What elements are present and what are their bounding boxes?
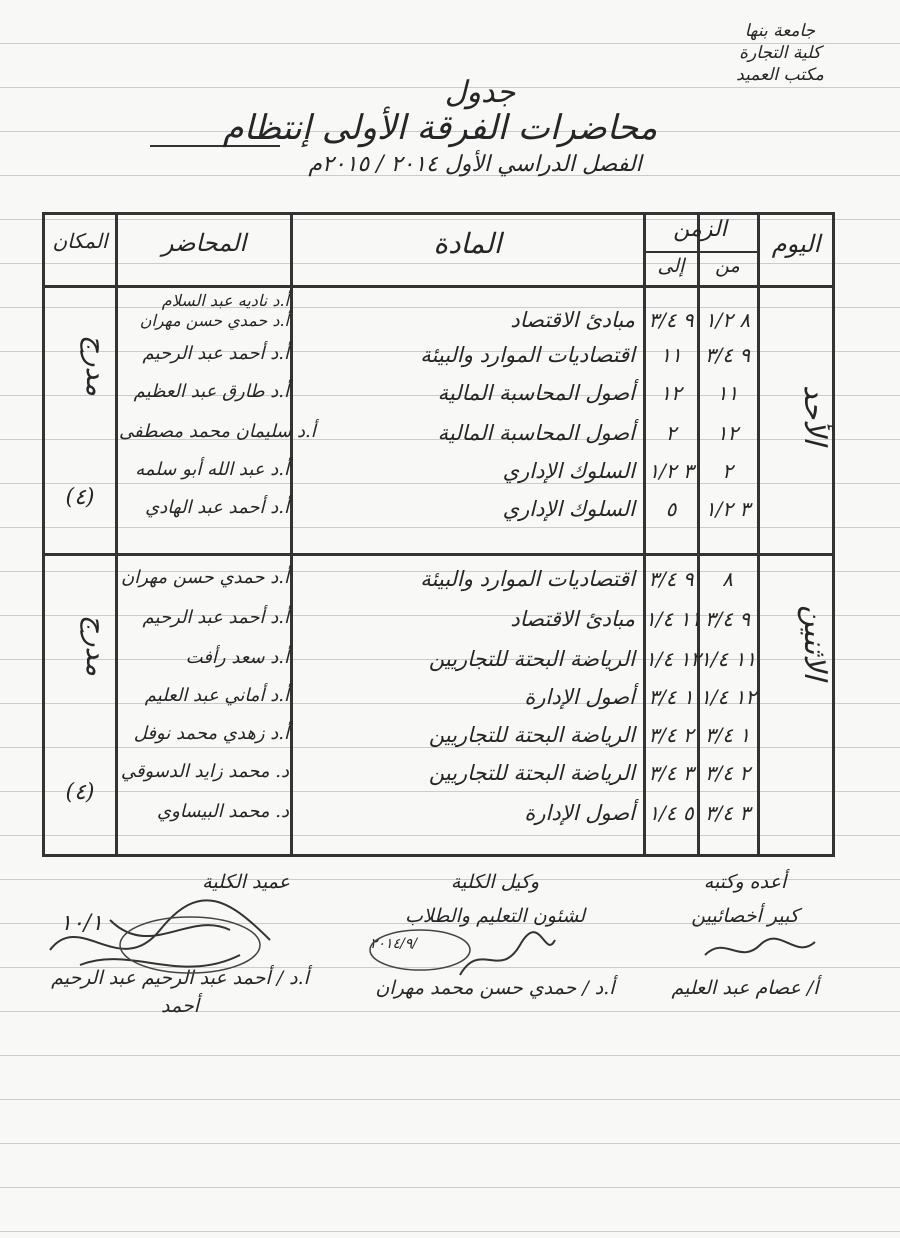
hall-number-monday: (٤) <box>65 780 95 805</box>
col-divider-lecturer <box>115 215 118 854</box>
institution-line-office: مكتب العميد <box>736 65 824 85</box>
time-from: ٣ ١/٢ <box>704 497 751 521</box>
col-divider-subject <box>290 215 293 854</box>
time-from: ١١ <box>716 381 739 405</box>
page-title: محاضرات الفرقة الأولى إنتظام <box>222 108 658 148</box>
subject: أصول الإدارة <box>524 685 635 709</box>
institution-line-university: جامعة بنها <box>744 21 816 41</box>
header-to: إلى <box>657 255 685 277</box>
time-to: ٥ <box>665 497 677 521</box>
time-to: ٣ ٣/٤ <box>648 761 694 785</box>
subject: الرياضة البحتة للتجاريين <box>428 723 635 747</box>
time-to: ٢ ٣/٤ <box>648 723 694 747</box>
subject: أصول الإدارة <box>524 801 635 825</box>
time-to: ١٢ <box>660 381 682 405</box>
time-from: ٨ ١/٢ <box>704 308 751 332</box>
hall-label-sunday: مدرج <box>80 335 113 397</box>
vice-dean-title: وكيل الكلية <box>450 871 540 893</box>
header-subject: المادة <box>433 227 502 260</box>
lecturer: أ.د أحمد عبد الرحيم <box>142 343 289 364</box>
header-time: الزمن <box>673 217 727 242</box>
col-divider-day <box>757 215 760 854</box>
time-subheader-divider <box>697 251 699 285</box>
time-from: ٣ ٣/٤ <box>704 801 751 825</box>
time-from: ٨ <box>722 567 733 591</box>
institution-header <box>700 20 860 86</box>
term-subtitle: الفصل الدراسي الأول ٢٠١٤ / ٢٠١٥م <box>308 152 642 177</box>
dean-signature-scribble <box>40 890 300 990</box>
subject: الرياضة البحتة للتجاريين <box>428 647 635 671</box>
time-to: ٩ ٣/٤ <box>648 567 694 591</box>
vice-dean-name: أ.د / حمدي حسن محمد مهران <box>375 977 615 999</box>
time-from: ١١ ١/٤ <box>700 647 757 671</box>
subject: أصول المحاسبة المالية <box>437 381 635 405</box>
time-to: ١ ٣/٤ <box>648 685 694 709</box>
time-from: ٢ <box>722 459 733 483</box>
dean-name: أ.د / أحمد عبد الرحيم عبد الرحيم أحمد <box>51 967 309 1017</box>
institution-line-faculty: كلية التجارة <box>739 43 821 63</box>
subject: مبادئ الاقتصاد <box>510 607 635 631</box>
time-from: ١ ٣/٤ <box>704 723 751 747</box>
prepared-by-signature-scribble <box>700 930 820 970</box>
time-to: ٣ ١/٢ <box>648 459 694 483</box>
lecturer: أ.د سليمان محمد مصطفى <box>119 421 316 442</box>
prepared-by-title: أعده وكتبه <box>703 871 787 893</box>
lecturer: أ.د حمدي حسن مهران <box>121 567 289 588</box>
subject: اقتصاديات الموارد والبيئة <box>420 343 635 367</box>
day-label-monday: الاثنين <box>797 605 832 680</box>
day-separator-line <box>45 553 832 556</box>
time-to: ١١ <box>660 343 682 367</box>
header-from: من <box>715 255 740 277</box>
time-to: ٩ ٣/٤ <box>648 308 694 332</box>
lecturer: أ.د زهدي محمد نوفل <box>133 723 289 744</box>
lecturer: أ.د أحمد عبد الرحيم <box>142 607 289 628</box>
header-bottom-line <box>45 285 832 288</box>
time-from: ١٢ ١/٤ <box>700 685 757 709</box>
time-to: ١١ ١/٤ <box>645 607 702 631</box>
time-from: ٩ ٣/٤ <box>704 607 751 631</box>
header-lecturer: المحاضر <box>161 229 247 257</box>
lecturer: أ.د ناديه عبد السلام أ.د حمدي حسن مهران <box>139 291 289 330</box>
subject: الرياضة البحتة للتجاريين <box>428 761 635 785</box>
subject: مبادئ الاقتصاد <box>510 308 635 332</box>
lecturer: د. محمد البيساوي <box>157 801 289 822</box>
time-to: ٢ <box>665 421 677 445</box>
time-subheader-line <box>643 251 757 253</box>
dean-title: عميد الكلية <box>202 871 290 893</box>
subject: السلوك الإداري <box>502 459 635 483</box>
title-word: جدول <box>444 75 516 110</box>
time-from: ٩ ٣/٤ <box>704 343 751 367</box>
lecturer: أ.د طارق عبد العظيم <box>133 381 289 402</box>
lecturer: أ.د عبد الله أبو سلمه <box>135 459 289 480</box>
header-hall: المكان <box>52 229 108 253</box>
prepared-by-role: كبير أخصائيين <box>691 905 799 927</box>
lecturer: أ.د أحمد عبد الهادي <box>145 497 289 518</box>
hall-label-monday: مدرج <box>80 615 113 677</box>
time-from: ٢ ٣/٤ <box>704 761 751 785</box>
prepared-by-name: أ/ عصام عبد العليم <box>671 977 819 999</box>
vice-dean-date: ٢٠١٤/٩/ <box>370 936 418 952</box>
subject: أصول المحاسبة المالية <box>437 421 635 445</box>
hall-number-sunday: (٤) <box>65 485 95 510</box>
schedule-table <box>42 212 835 857</box>
subject: السلوك الإداري <box>502 497 635 521</box>
time-from: ١٢ <box>716 421 739 445</box>
lecturer: أ.د أماني عبد العليم <box>144 685 289 706</box>
dean-date: ١٠/١ <box>60 911 103 936</box>
time-to: ١٢ ١/٤ <box>645 647 702 671</box>
subject: اقتصاديات الموارد والبيئة <box>420 567 635 591</box>
lecturer: أ.د سعد رأفت <box>185 647 289 668</box>
vice-dean-role: لشئون التعليم والطلاب <box>404 905 585 927</box>
lecturer: د. محمد زايد الدسوقي <box>120 761 289 782</box>
header-day: اليوم <box>771 230 821 258</box>
day-label-sunday: الأحد <box>797 385 832 445</box>
vice-dean-signature-scribble <box>360 920 560 990</box>
time-to: ٥ ١/٤ <box>648 801 694 825</box>
